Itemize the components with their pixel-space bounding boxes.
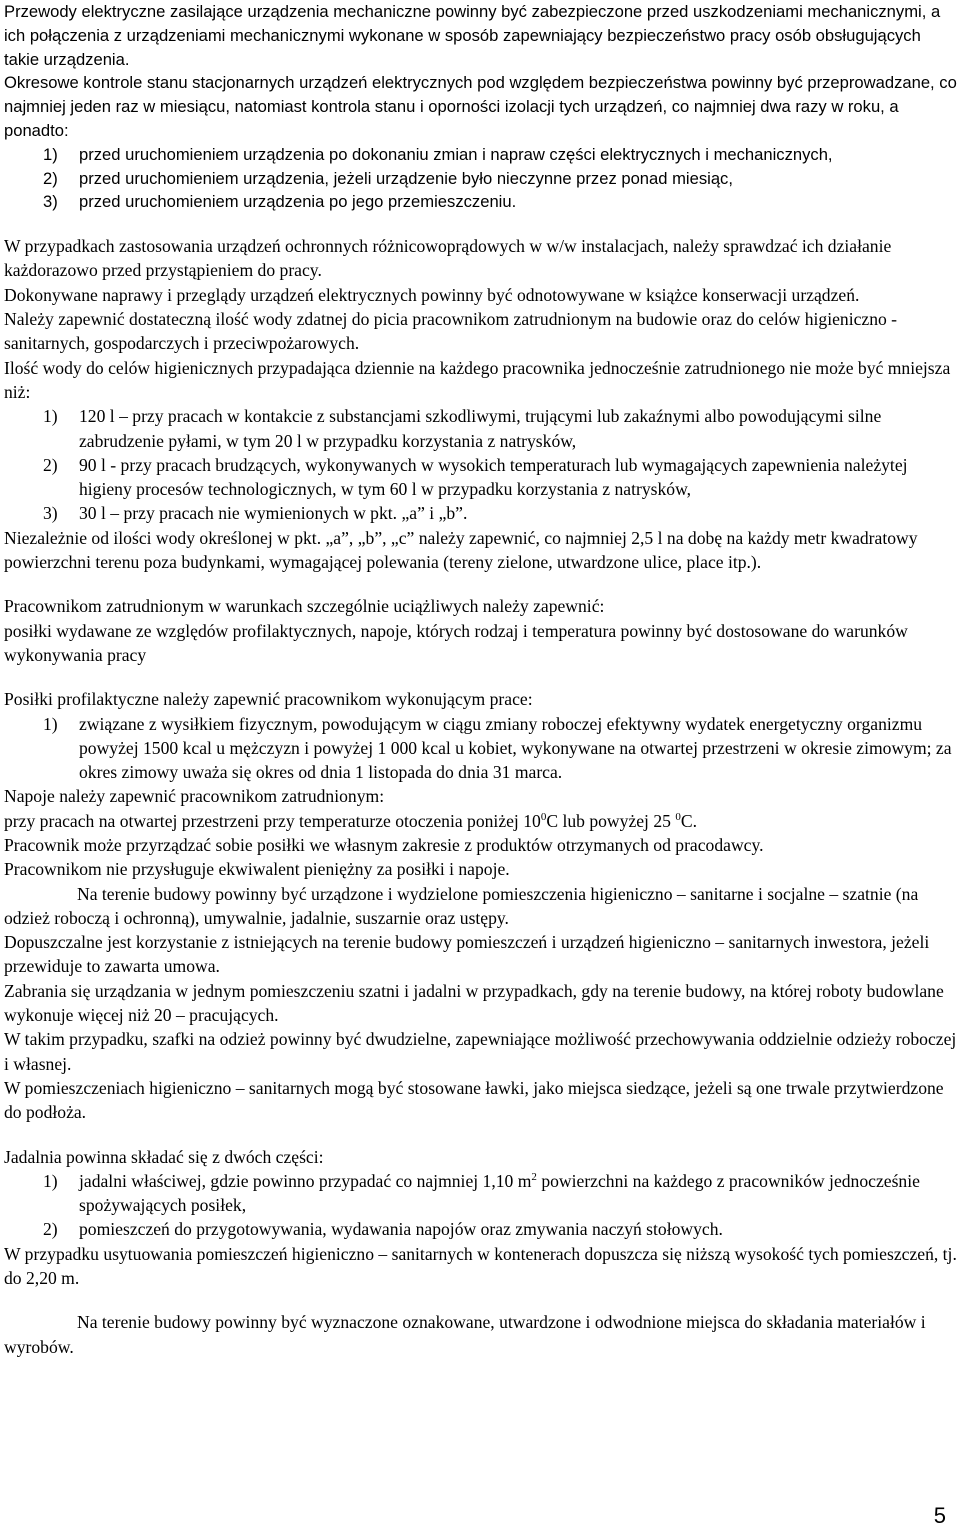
paragraph-rcd: W przypadkach zastosowania urządzeń ochronnych różnicowoprądowych w w/w instalacjach, należy sprawdzać ich działanie każdorazowo przed przystąpieniem do pracy. — [4, 236, 892, 281]
paragraph-investor-rooms: Dopuszczalne jest korzystanie z istniejących na terenie budowy pomieszczeń i urządzeń higieniczno – sanitarnych inwestora, jeżeli przewiduje to zawarta umowa. — [4, 932, 930, 977]
list-item-text: przed uruchomieniem urządzenia po dokonaniu zmian i napraw części elektrycznych i mechanicznych, — [79, 144, 833, 164]
list-item-text: przed uruchomieniem urządzenia, jeżeli urządzenie było nieczynne przez ponad miesiąc, — [79, 168, 733, 188]
paragraph-canteen: Jadalnia powinna składać się z dwóch części: — [4, 1146, 324, 1167]
list-item — [4, 712, 957, 785]
paragraph-lockers: W takim przypadku, szafki na odzież powinny być dwudzielne, zapewniające możliwość przechowywania oddzielnie odzieży roboczej i własnej. — [4, 1029, 957, 1074]
list-item-text: związane z wysiłkiem fizycznym, powodującym w ciągu zmiany roboczej efektywny wydatek energetyczny organizmu powyżej 1500 kcal u mężczyzn i powyżej 1 000 kcal u kobiet, wykonywane na otwartej przestrzeni w okresie zimowym; za okres zimowy uważa się okres od dnia 1 listopada do dnia 31 marca. — [79, 713, 952, 783]
list-item-number: 2) — [43, 1219, 58, 1240]
paragraph-cables: Przewody elektryczne zasilające urządzenia mechaniczne powinny być zabezpieczone przed uszkodzeniami mechanicznymi, a ich połączenia z urządzeniami mechanicznymi wykonane w sposób zapewniający bezpieczeństwo pracy osób obsługujących takie urządzenia. — [4, 2, 941, 69]
paragraph-meals: posiłki wydawane ze względów profilaktycznych, napoje, których rodzaj i temperatura powinny być dostosowane do warunków wykonywania pracy — [4, 620, 908, 665]
canteen-list — [4, 1169, 957, 1242]
list-item — [4, 1169, 957, 1218]
paragraph-drinks: Napoje należy zapewnić pracownikom zatrudnionym: — [4, 786, 385, 807]
paragraph-benches: W pomieszczeniach higieniczno – sanitarnych mogą być stosowane ławki, jako miejsca siedzące, jeżeli są one trwale przytwierdzone do podłoża. — [4, 1077, 944, 1123]
paragraph-temperature: przy pracach na otwartej przestrzeni przy temperaturze otoczenia poniżej $10^0C$ lub powyżej 25 $^0$C. — [4, 810, 697, 831]
list-item — [4, 404, 957, 453]
paragraph-hygiene-rooms: Na terenie budowy powinny być urządzone i wydzielone pomieszczenia higieniczno – sanitarne i socjalne – szatnie (na odzież roboczą i ochronną), umywalnie, jadalnie, suszarnie oraz ustępy. — [4, 883, 919, 928]
list-item-text: 90 l - przy pracach brudzących, wykonywanych w wysokich temperaturach lub wymagających zapewnienia należytej higieny procesów technologicznych, w tym 60 l w przypadku korzystania z natrysków, — [79, 454, 908, 500]
meals-list — [4, 712, 957, 785]
list-item — [4, 1217, 957, 1241]
list-item-text: jadalni właściwej, gdzie powinno przypadać co najmniej 1,10 $m^2$ powierzchni na każdego z pracowników jednocześnie spożywających posiłek, — [79, 1170, 920, 1216]
paragraph-watering: Niezależnie od ilości wody określonej w pkt. „a”, „b”, „c” należy zapewnić, co najmniej 2,5 l na dobę na każdy metr kwadratowy powierzchni terenu poza budynkami, wymagającej polewania (tereny zielone, utwardzone ulice, place itp.). — [4, 527, 918, 573]
list-item-text: 120 l – przy pracach w kontakcie z substancjami szkodliwymi, trującymi lub zakaźnymi albo powodującymi silne zabrudzenie pyłami, w tym 20 l w przypadku korzystania z natrysków, — [79, 406, 882, 451]
paragraph-containers: W przypadku usytuowania pomieszczeń higieniczno – sanitarnych w kontenerach dopuszcza się niższą wysokość tych pomieszczeń, tj. do 2,20 m. — [4, 1243, 957, 1289]
list-item — [4, 190, 957, 214]
paragraph-repairs: Dokonywane naprawy i przeglądy urządzeń elektrycznych powinny być odnotowywane w książce konserwacji urządzeń. — [4, 284, 860, 305]
water-list — [4, 404, 957, 525]
list-item — [4, 453, 957, 502]
list-item-number: 3) — [43, 192, 58, 212]
list-item-number: 1) — [43, 713, 58, 734]
serif-section — [4, 234, 957, 1359]
paragraph-no-equivalent: Pracownikom nie przysługuje ekwiwalent pieniężny za posiłki i napoje. — [4, 859, 510, 880]
paragraph-water-amount: Ilość wody do celów higienicznych przypadająca dziennie na każdego pracownika jednocześnie zatrudnionego nie może być mniejsza niż: — [4, 357, 951, 402]
list-item-number: 1) — [43, 406, 58, 427]
paragraph-periodic-checks: Okresowe kontrole stanu stacjonarnych urządzeń elektrycznych pod względem bezpieczeństwa powinny być przeprowadzane, co najmniej jeden raz w miesiącu, natomiast kontrola stanu i oporności izolacji tych urządzeń, co najmniej dwa razy w roku, a ponadto: — [4, 73, 957, 140]
list-item-number: 2) — [43, 454, 58, 475]
list-item-number: 2) — [43, 168, 58, 188]
page-number: 5 — [933, 1503, 946, 1528]
paragraph-own-meals: Pracownik może przyrządzać sobie posiłki we własnym zakresie z produktów otrzymanych od pracodawcy. — [4, 835, 764, 855]
list-item-number: 3) — [43, 503, 58, 524]
list-item — [4, 143, 957, 167]
list-item-number: 1) — [43, 1170, 58, 1191]
list-item-number: 1) — [43, 144, 58, 164]
list-item-text: pomieszczeń do przygotowywania, wydawania napojów oraz zmywania naczyń stołowych. — [79, 1219, 723, 1240]
paragraph-hard-conditions: Pracownikom zatrudnionym w warunkach szczególnie uciążliwych należy zapewnić: — [4, 596, 605, 617]
checks-list — [4, 143, 957, 214]
list-item-text: przed uruchomieniem urządzenia po jego przemieszczeniu. — [79, 192, 517, 212]
paragraph-no-combined: Zabrania się urządzania w jednym pomieszczeniu szatni i jadalni w przypadkach, gdy na terenie budowy, na której roboty budowlane wykonuje więcej niż 20 – pracujących. — [4, 980, 944, 1026]
paragraph-water: Należy zapewnić dostateczną ilość wody zdatnej do picia pracownikom zatrudnionym na budowie oraz do celów higieniczno - sanitarnych, gospodarczych i przeciwpożarowych. — [4, 309, 898, 354]
paragraph-storage: Na terenie budowy powinny być wyznaczone oznakowane, utwardzone i odwodnione miejsca do składania materiałów i wyrobów. — [4, 1312, 926, 1357]
list-item — [4, 167, 957, 191]
paragraph-preventive-meals: Posiłki profilaktyczne należy zapewnić pracownikom wykonującym prace: — [4, 689, 533, 710]
list-item-text: 30 l – przy pracach nie wymienionych w pkt. „a” i „b”. — [79, 503, 468, 524]
list-item — [4, 501, 957, 525]
